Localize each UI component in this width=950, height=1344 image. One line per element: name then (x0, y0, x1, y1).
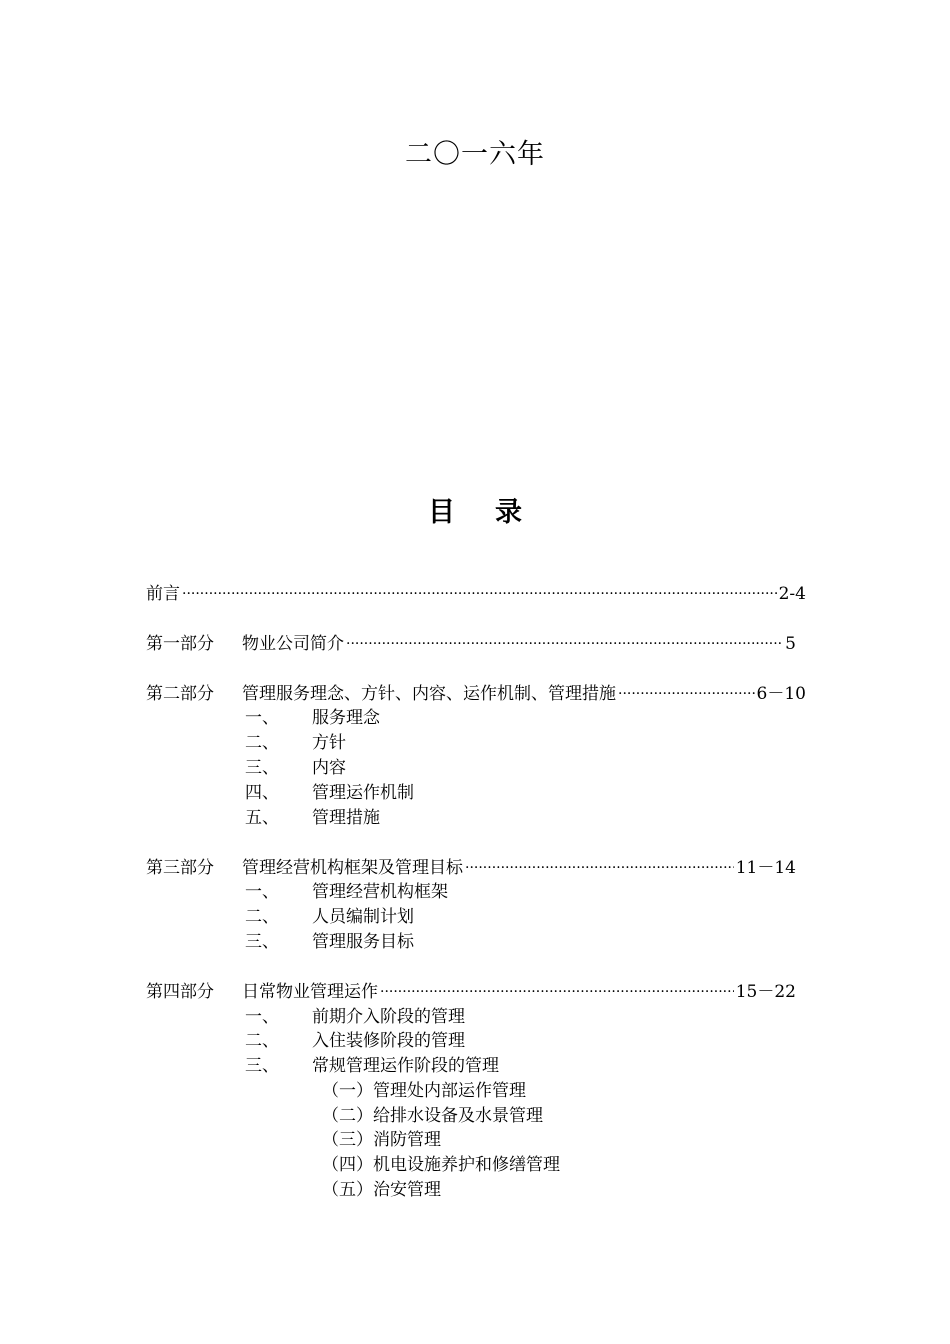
toc-part-label: 第三部分 (146, 858, 214, 878)
toc-subsubitem: （五）治安管理 (322, 1180, 441, 1200)
toc-entry-pages: 6－10 (756, 684, 806, 704)
toc-entry-pages: 15－22 (735, 982, 796, 1002)
toc-subitem-title: 管理经营机构框架 (312, 882, 448, 902)
toc-subitem-number: 四、 (245, 783, 279, 803)
toc-subitem-title: 前期介入阶段的管理 (312, 1007, 465, 1027)
toc-subitem-number: 二、 (245, 907, 279, 927)
toc-title-char-1: 目 (428, 497, 455, 528)
toc-subitem-title: 入住装修阶段的管理 (312, 1031, 465, 1051)
toc-subsubitem: （四）机电设施养护和修缮管理 (322, 1155, 560, 1175)
toc-entry-pages: 2-4 (778, 584, 806, 604)
toc-entry-part-4 (146, 980, 796, 1004)
toc-subitem-title: 内容 (312, 758, 346, 778)
toc-entry-part-2 (146, 682, 806, 706)
toc-entry-part-3 (146, 856, 796, 880)
toc-subitem-title: 常规管理运作阶段的管理 (312, 1056, 499, 1076)
toc-entry-preface (146, 582, 806, 606)
toc-part-label: 第四部分 (146, 982, 214, 1002)
toc-subsubitem: （一）管理处内部运作管理 (322, 1081, 526, 1101)
toc-subitem-number: 三、 (245, 1056, 279, 1076)
dot-leader (380, 980, 734, 1004)
toc-subitem-number: 五、 (245, 808, 279, 828)
toc-subitem-title: 管理措施 (312, 808, 380, 828)
toc-subitem-title: 方针 (312, 733, 346, 753)
toc-title-char-2: 录 (495, 497, 522, 528)
toc-entry-title: 管理经营机构框架及管理目标 (242, 858, 463, 878)
toc-subitem-number: 二、 (245, 733, 279, 753)
toc-entry-pages: 5 (785, 634, 796, 654)
dot-leader (182, 582, 777, 606)
toc-title (0, 490, 950, 529)
toc-part-label: 第一部分 (146, 634, 214, 654)
toc-subitem-number: 二、 (245, 1031, 279, 1051)
dot-leader (346, 632, 783, 656)
toc-subsubitem: （三）消防管理 (322, 1130, 441, 1150)
cover-year: 二〇一六年 (405, 139, 545, 170)
toc-entry-title: 物业公司简介 (242, 634, 344, 654)
toc-subitem-number: 一、 (245, 1007, 279, 1027)
toc-subitem-title: 人员编制计划 (312, 907, 414, 927)
toc-subsubitem: （二）给排水设备及水景管理 (322, 1106, 543, 1126)
toc-subitem-number: 三、 (245, 932, 279, 952)
toc-entry-title: 管理服务理念、方针、内容、运作机制、管理措施 (242, 684, 616, 704)
toc-subitem-number: 三、 (245, 758, 279, 778)
toc-entry-title: 日常物业管理运作 (242, 982, 378, 1002)
dot-leader (465, 856, 734, 880)
toc-entry-pages: 11－14 (735, 858, 796, 878)
toc-subitem-title: 服务理念 (312, 708, 380, 728)
toc-subitem-number: 一、 (245, 708, 279, 728)
toc-part-label: 第二部分 (146, 684, 214, 704)
dot-leader (618, 682, 755, 706)
toc-entry-part-1 (146, 632, 796, 656)
toc-subitem-title: 管理运作机制 (312, 783, 414, 803)
toc-subitem-number: 一、 (245, 882, 279, 902)
toc-entry-title: 前言 (146, 584, 180, 604)
toc-subitem-title: 管理服务目标 (312, 932, 414, 952)
